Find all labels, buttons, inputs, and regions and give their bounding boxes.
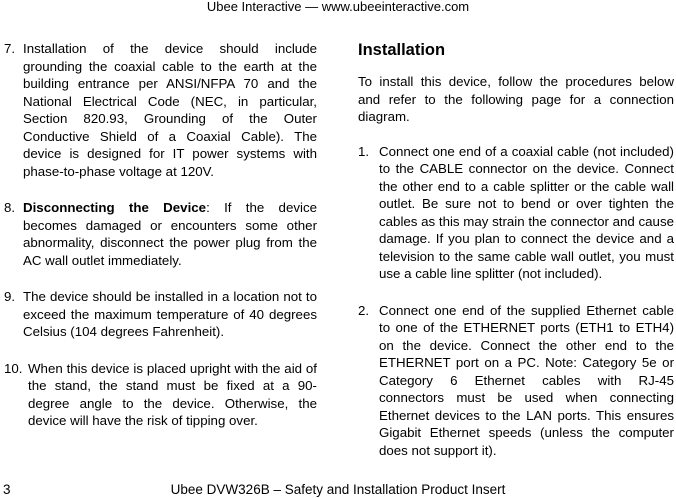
list-item: [358, 143, 674, 283]
installation-section: [358, 40, 674, 478]
list-item: [4, 199, 317, 269]
step-text: Connect one end of the supplied Ethernet cable to one of the ETHERNET ports (ETH1 to ETH4) on the device. Connect the other end to the ETHERNET port on a PC. Note: Category 5e or Category 6 Ethernet cables with RJ-45 connectors must be used when connecting Ethernet devices to the LAN ports. This ensures Gigabit Ethernet speeds (unless the computer does not support it).: [379, 302, 674, 458]
item-text: The device should be installed in a location not to exceed the maximum temperature of 40 degrees Celsius (104 degrees Fahrenheit).: [23, 289, 317, 339]
list-item: [358, 302, 674, 460]
item-number: 9.: [4, 289, 16, 304]
page-number: 3: [3, 482, 11, 497]
intro-paragraph: To install this device, follow the procedures below and refer to the following page for a connection diagram.: [358, 74, 674, 124]
page-header: Ubee Interactive — www.ubeeinteractive.com: [206, 0, 470, 14]
list-item: [4, 360, 317, 430]
step-text: Connect one end of a coaxial cable (not included) to the CABLE connector on the device. Connect the other end to a cable splitter or the cable wall outlet. Be sure not to bend or over tighten the cables as this may strain the connector and cause damage. If you plan to connect the device and a television to the same cable wall outlet, you must use a cable line splitter (not included).: [379, 143, 674, 281]
step-number: 2.: [358, 302, 370, 318]
item-text: When this device is placed upright with the aid of the stand, the stand must be fixed at a 90-degree angle to the device. Otherwise, the device will have the risk of tipping over.: [28, 360, 317, 428]
item-text: Installation of the device should include grounding the coaxial cable to the earth at the building entrance per ANSI/NFPA 70 and the National Electrical Code (NEC, in particular, Section 820.93, Grounding of the Outer Conductive Shield of a Coaxial Cable). The device is designed for IT power systems with phase-to-phase voltage at 120V.: [23, 41, 317, 179]
item-number: 8.: [4, 200, 16, 215]
item-bold-term: Disconnecting the Device: [23, 200, 207, 215]
page-footer: [0, 482, 676, 498]
list-item: [4, 40, 317, 180]
item-text: : If the device becomes damaged or encounters some other abnormality, disconnect the power plug from the AC wall outlet immediately.: [23, 200, 317, 268]
safety-list: [4, 40, 317, 449]
item-number: 10.: [4, 360, 23, 376]
list-item: [4, 288, 317, 341]
footer-title: Ubee DVW326B – Safety and Installation Product Insert: [170, 482, 506, 497]
item-number: 7.: [4, 41, 16, 56]
section-heading: Installation: [358, 41, 446, 59]
step-number: 1.: [358, 143, 370, 159]
